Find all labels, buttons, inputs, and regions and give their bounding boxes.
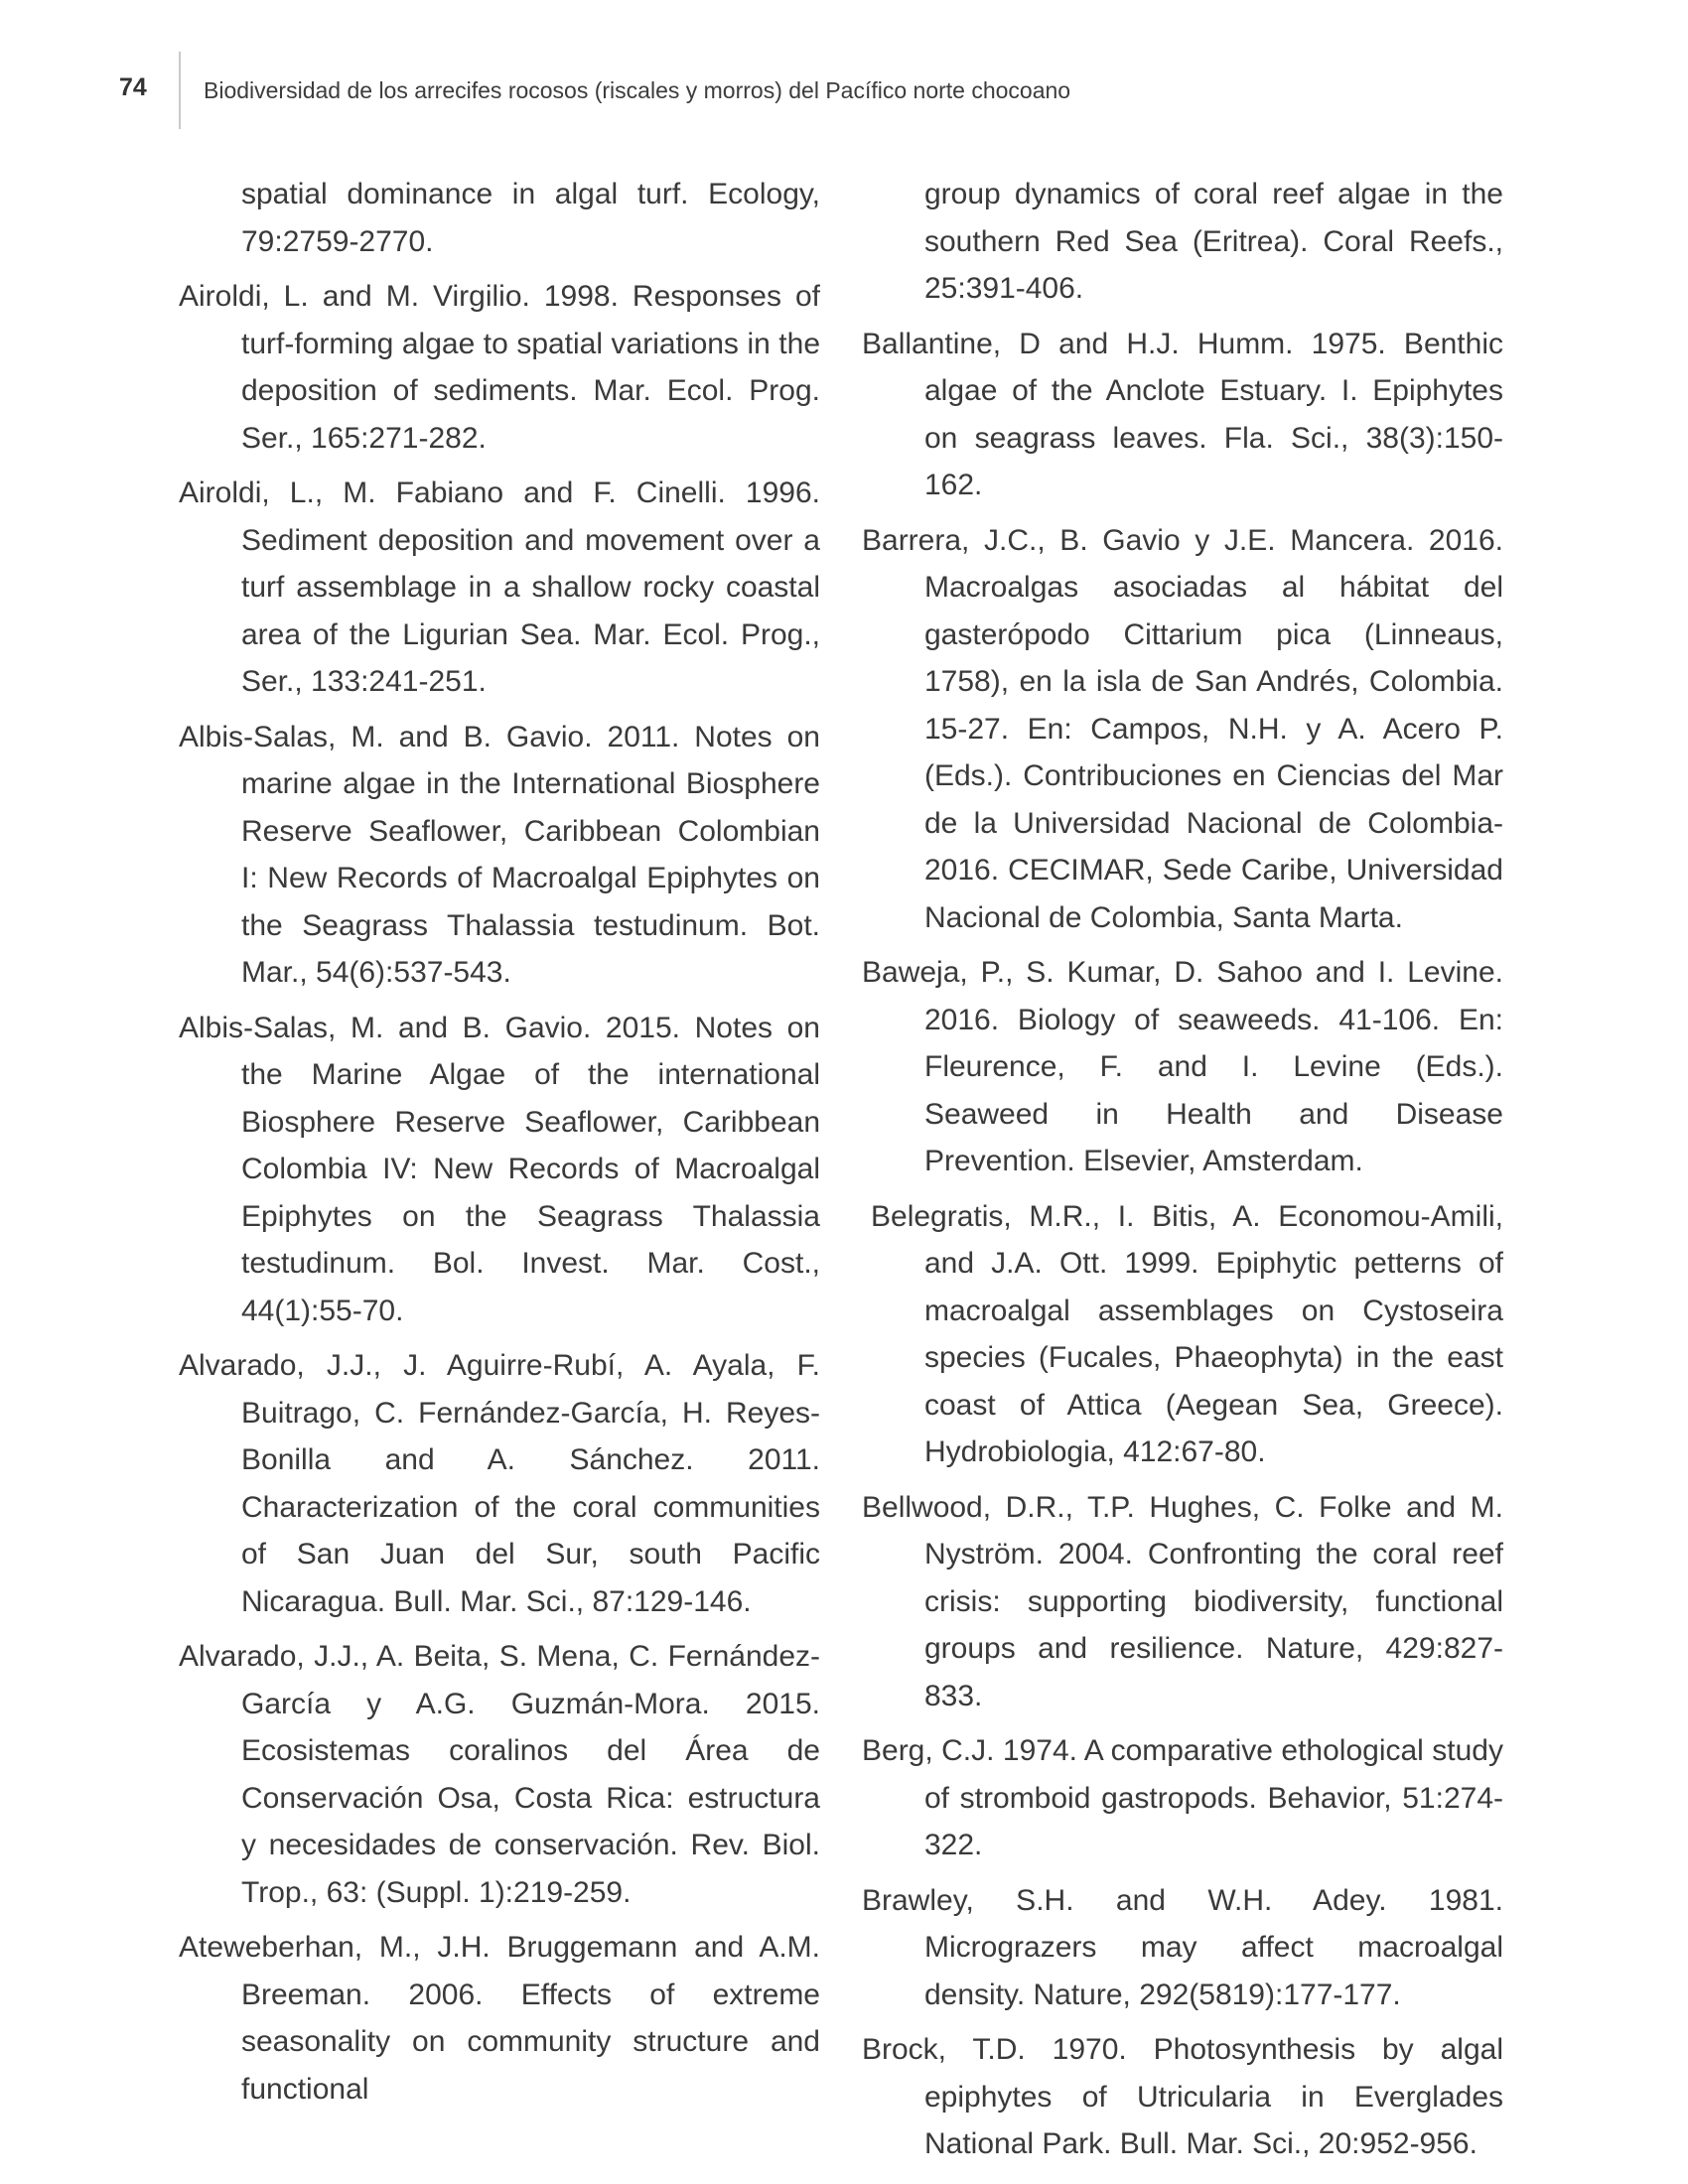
page-number: 74 [119,73,147,101]
reference-entry: Airoldi, L. and M. Virgilio. 1998. Responses of turf-forming algae to spatial variations in the deposition of sediments. Mar. Ecol. Prog. Ser., 165:271-282. [179,280,820,455]
reference-entry: Belegratis, M.R., I. Bitis, A. Economou-Amili, and J.A. Ott. 1999. Epiphytic petterns of macroalgal assemblages on Cystoseira species (Fucales, Phaeophyta) in the east coast of Attica (Aegean Sea, Greece). Hydrobiologia, 412:67-80. [871,1199,1503,1468]
header-divider [179,52,181,129]
reference-entry: Airoldi, L., M. Fabiano and F. Cinelli. 1996. Sediment deposition and movement over a turf assemblage in a shallow rocky coastal area of the Ligurian Sea. Mar. Ecol. Prog., Ser., 133:241-251. [179,477,820,698]
reference-entry: Ballantine, D and H.J. Humm. 1975. Benthic algae of the Anclote Estuary. I. Epiphytes on seagrass leaves. Fla. Sci., 38(3):150-162. [862,327,1503,501]
reference-entry: Berg, C.J. 1974. A comparative ethological study of stromboid gastropods. Behavior, 51:274-322. [862,1734,1503,1861]
reference-entry: Bellwood, D.R., T.P. Hughes, C. Folke and M. Nyström. 2004. Confronting the coral reef crisis: supporting biodiversity, functional groups and resilience. Nature, 429:827-833. [862,1490,1503,1712]
reference-entry: spatial dominance in algal turf. Ecology, 79:2759-2770. [241,178,820,258]
reference-entry: Brock, T.D. 1970. Photosynthesis by algal epiphytes of Utricularia in Everglades National Park. Bull. Mar. Sci., 20:952-956. [862,2033,1503,2160]
reference-entry: Barrera, J.C., B. Gavio y J.E. Mancera. 2016. Macroalgas asociadas al hábitat del gasterópodo Cittarium pica (Linneaus, 1758), en la isla de San Andrés, Colombia. 15-27. En: Campos, N.H. y A. Acero P. (Eds.). Contribuciones en Ciencias del Mar de la Universidad Nacional de Colombia-2016. CECIMAR, Sede Caribe, Universidad Nacional de Colombia, Santa Marta. [862,523,1503,934]
reference-entry: group dynamics of coral reef algae in the southern Red Sea (Eritrea). Coral Reefs., 25:391-406. [924,178,1503,305]
running-title: Biodiversidad de los arrecifes rocosos (riscales y morros) del Pacífico norte chocoano [204,77,1071,103]
reference-entry: Brawley, S.H. and W.H. Adey. 1981. Micrograzers may affect macroalgal density. Nature, 292(5819):177-177. [862,1883,1503,2011]
page-header [0,0,1688,139]
reference-entry: Baweja, P., S. Kumar, D. Sahoo and I. Levine. 2016. Biology of seaweeds. 41-106. En: Fleurence, F. and I. Levine (Eds.). Seaweed in Health and Disease Prevention. Elsevier, Amsterdam. [862,956,1503,1177]
left-column [179,171,820,2120]
right-column [862,171,1503,2176]
reference-entry: Ateweberhan, M., J.H. Bruggemann and A.M. Breeman. 2006. Effects of extreme seasonality on community structure and functional [179,1931,820,2106]
reference-entry: Albis-Salas, M. and B. Gavio. 2015. Notes on the Marine Algae of the international Biosphere Reserve Seaflower, Caribbean Colombia IV: New Records of Macroalgal Epiphytes on the Seagrass Thalassia testudinum. Bol. Invest. Mar. Cost., 44(1):55-70. [179,1011,820,1327]
reference-entry: Alvarado, J.J., J. Aguirre-Rubí, A. Ayala, F. Buitrago, C. Fernández-García, H. Reyes-Bonilla and A. Sánchez. 2011. Characterization of the coral communities of San Juan del Sur, south Pacific Nicaragua. Bull. Mar. Sci., 87:129-146. [179,1349,820,1618]
reference-entry: Alvarado, J.J., A. Beita, S. Mena, C. Fernández-García y A.G. Guzmán-Mora. 2015. Ecosistemas coralinos del Área de Conservación Osa, Costa Rica: estructura y necesidades de conservación. Rev. Biol. Trop., 63: (Suppl. 1):219-259. [179,1640,820,1909]
reference-entry: Albis-Salas, M. and B. Gavio. 2011. Notes on marine algae in the International Biosphere Reserve Seaflower, Caribbean Colombian I: New Records of Macroalgal Epiphytes on the Seagrass Thalassia testudinum. Bot. Mar., 54(6):537-543. [179,720,820,989]
